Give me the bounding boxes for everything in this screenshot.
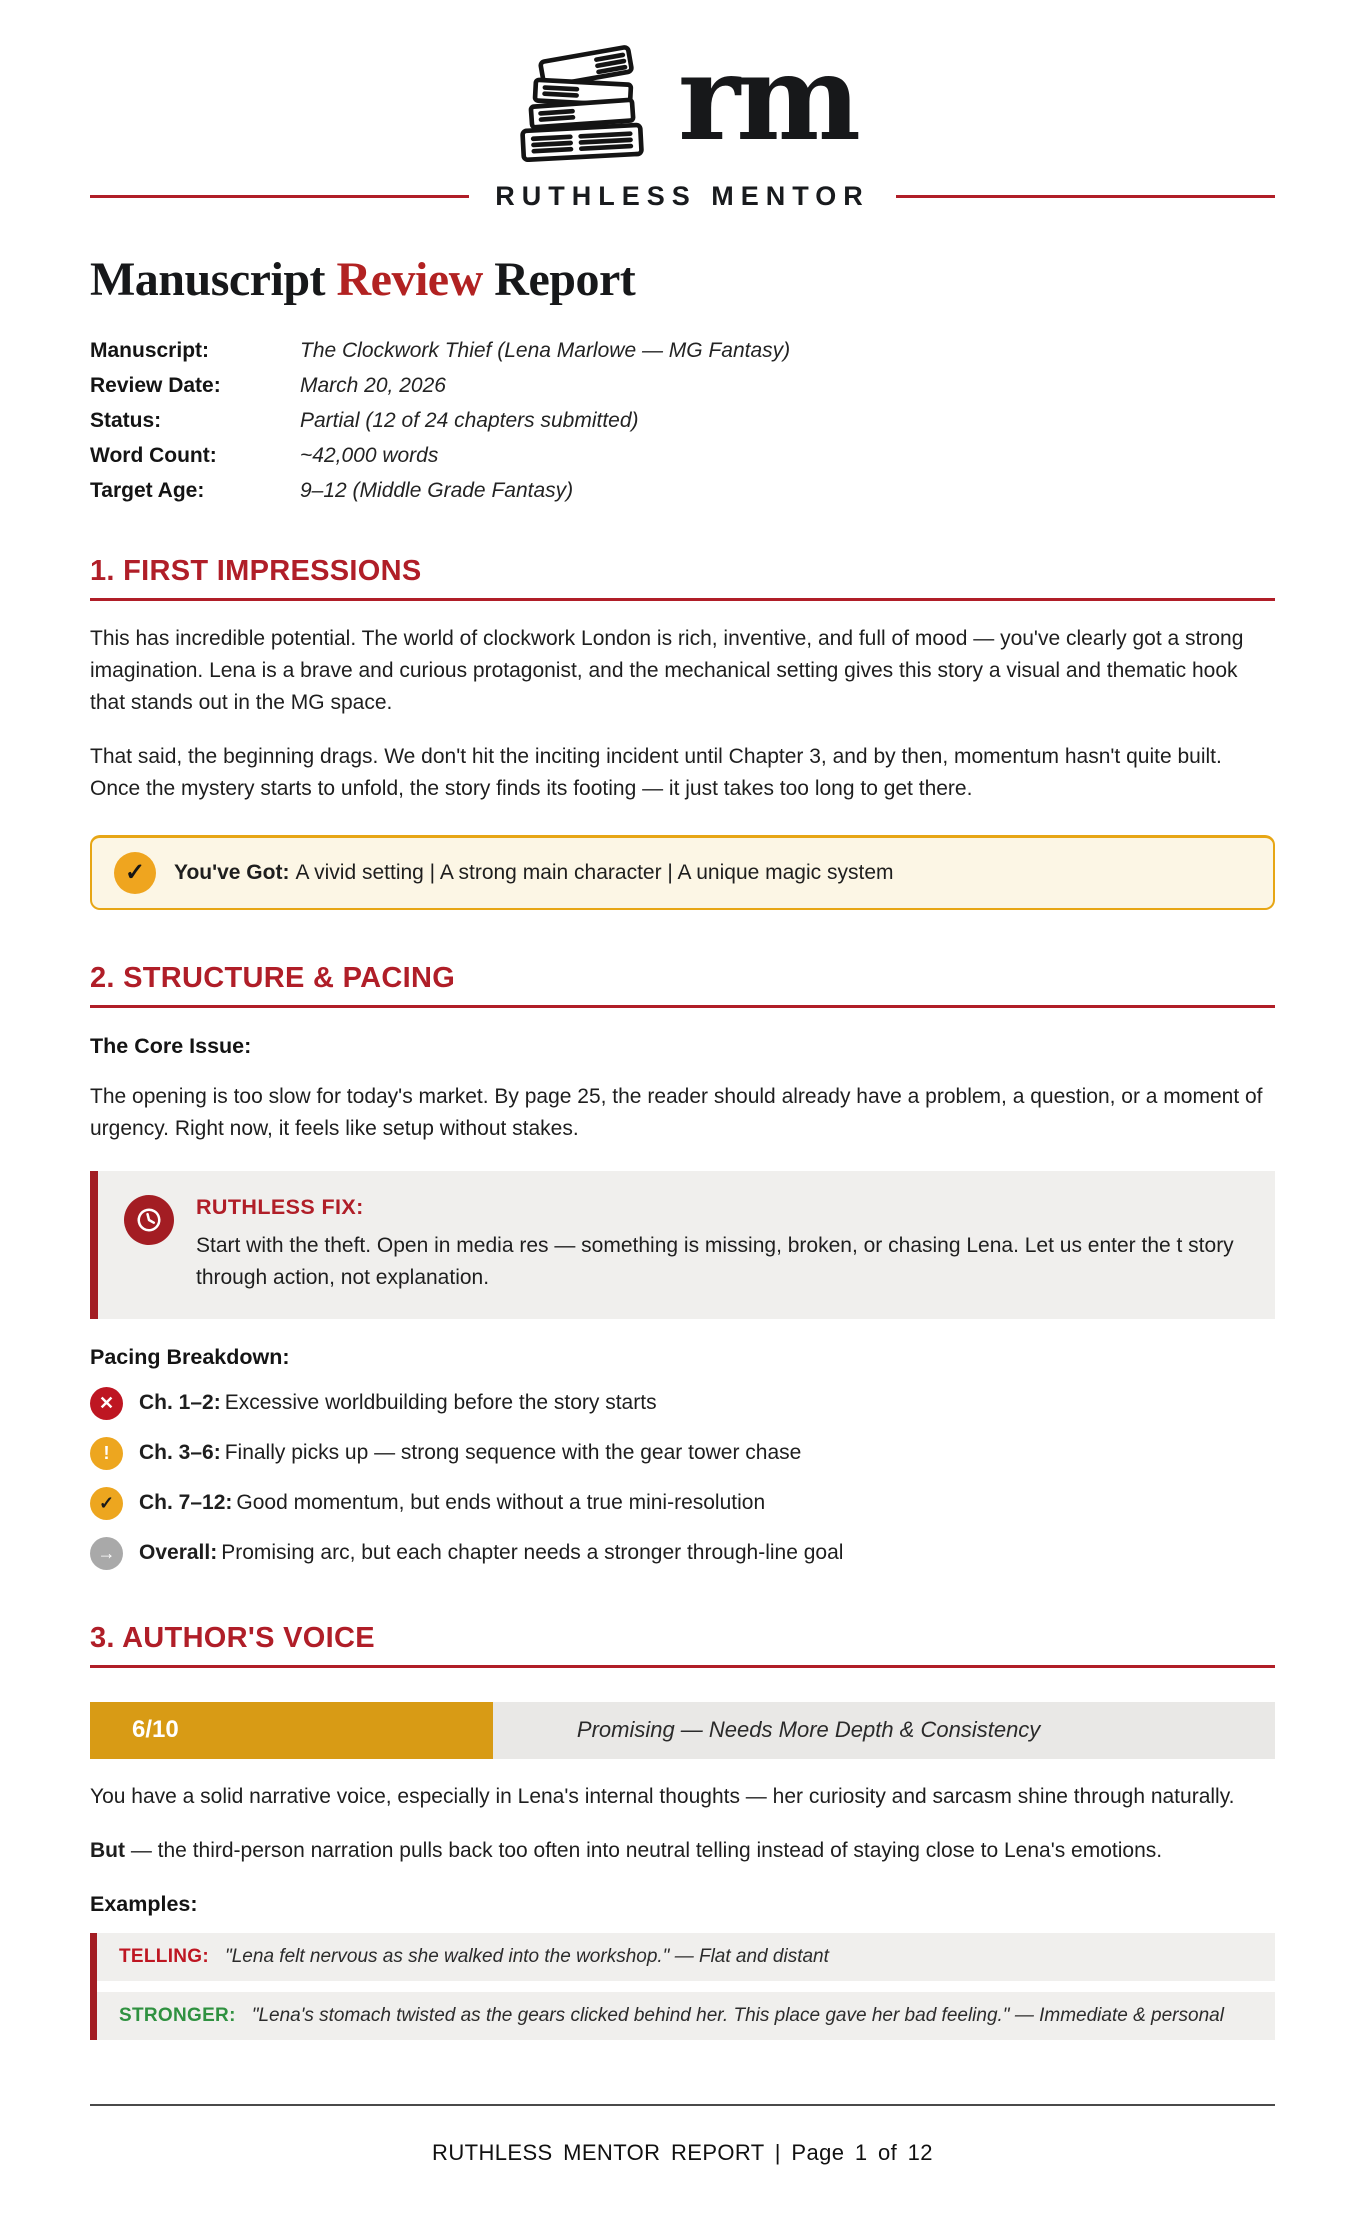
brand-banner [90,181,1275,212]
pacing-item-note: Excessive worldbuilding before the story starts [224,1391,657,1415]
metadata-row-target-age [90,479,1275,503]
pacing-item [90,1437,1275,1470]
voice-paragraph-1: You have a solid narrative voice, especially in Lena's internal thoughts — her curiosity and sarcasm shine through naturally. [90,1784,1235,1808]
title-highlight: Review [336,253,483,306]
metadata-value: The Clockwork Thief (Lena Marlowe — MG Fantasy) [300,339,791,363]
metadata-row-review-date [90,374,1275,398]
metadata-row-word-count [90,444,1275,468]
pacing-item [90,1487,1275,1520]
books-stack-icon [508,40,658,167]
metadata-value: 9–12 (Middle Grade Fantasy) [300,479,574,503]
voice-but-rest: — the third-person narration pulls back too often into neutral telling instead of staying close to Lena's emotions. [130,1838,1163,1862]
core-issue-label: The Core Issue: [90,1033,252,1058]
core-issue-text: The opening is too slow for today's market. By page 25, the reader should already have a problem, a question, or a moment of urgency. Right now, it feels like setup without stakes. [90,1084,1263,1140]
metadata-value: ~42,000 words [300,444,439,468]
pacing-item [90,1387,1275,1420]
pacing-breakdown-label: Pacing Breakdown: [90,1344,290,1369]
telling-label: TELLING: [119,1946,209,1968]
metadata-value: Partial (12 of 24 chapters submitted) [300,409,639,433]
title-part-post: Report [482,253,636,306]
pacing-item-label: Ch. 1–2: [139,1391,221,1415]
score-value: 6/10 [90,1702,493,1759]
page-title [90,252,1275,307]
metadata-list [90,339,1275,503]
metadata-row-status [90,409,1275,433]
first-impressions-paragraph-2: That said, the beginning drags. We don't hit the inciting incident until Chapter 3, and by then, momentum hasn't quite built. Once the mystery starts to unfold, the story finds its footing — it just takes too long to get there. [90,744,1222,800]
x-circle-icon: ✕ [90,1387,123,1420]
strengths-text [174,861,894,885]
pacing-item-note: Finally picks up — strong sequence with the gear tower chase [224,1441,802,1465]
fix-label: RUTHLESS FIX: [196,1194,364,1219]
brand-name: RUTHLESS MENTOR [495,181,870,211]
pacing-item-text [139,1391,657,1415]
section-heading-authors-voice: 3. AUTHOR'S VOICE [90,1622,1275,1668]
metadata-label: Review Date: [90,374,221,398]
ruthless-fix-callout [90,1171,1275,1319]
section-heading-first-impressions: 1. FIRST IMPRESSIONS [90,555,1275,601]
pacing-item-label: Overall: [139,1541,218,1565]
metadata-label: Word Count: [90,444,217,468]
fix-body [196,1195,1249,1295]
brand-rule-left [90,195,469,198]
voice-score-bar [90,1702,1275,1759]
section-structure-pacing [90,962,1275,1570]
metadata-value: March 20, 2026 [300,374,446,398]
brand-rule-right [896,195,1275,198]
report-footer [90,2104,1275,2166]
examples-block [90,1933,1275,2040]
examples-label: Examples: [90,1892,198,1917]
stronger-label: STRONGER: [119,2005,236,2027]
stronger-text: "Lena's stomach twisted as the gears clicked behind her. This place gave her bad feeling." — Immediate & personal [251,2005,1224,2027]
voice-but-lead: But [90,1838,131,1862]
logo-monogram: rm [677,27,858,167]
pacing-item-text [139,1491,765,1515]
report-header [90,27,1275,167]
pacing-item-note: Promising arc, but each chapter needs a stronger through-line goal [221,1541,844,1565]
title-part-pre: Manuscript [90,253,337,306]
pacing-item-note: Good momentum, but ends without a true mini-resolution [236,1491,766,1515]
pacing-item-text [139,1541,843,1565]
first-impressions-paragraph-1: This has incredible potential. The world of clockwork London is rich, inventive, and full of mood — you've clearly got a strong imagination. Lena is a brave and curious protagonist, and the mechanical setting gives this story a visual and thematic hook that stands out in the MG space. [90,627,1244,714]
footer-text: RUTHLESS MENTOR REPORT | Page 1 of 12 [432,2140,933,2166]
pacing-item [90,1537,1275,1570]
section-first-impressions [90,555,1275,910]
metadata-row-manuscript [90,339,1275,363]
warning-circle-icon: ! [90,1437,123,1470]
example-row-telling [97,1933,1275,1981]
metadata-label: Status: [90,409,162,433]
telling-text: "Lena felt nervous as she walked into the workshop." — Flat and distant [225,1946,829,1968]
section-authors-voice [90,1622,1275,2041]
pacing-breakdown-list [90,1387,1275,1570]
metadata-label: Target Age: [90,479,205,503]
metadata-label: Manuscript: [90,339,210,363]
arrow-circle-icon: → [90,1537,123,1570]
pacing-item-label: Ch. 7–12: [139,1491,233,1515]
check-circle-icon: ✓ [114,852,156,894]
check-circle-icon: ✓ [90,1487,123,1520]
strengths-value: A vivid setting | A strong main character | A unique magic system [295,860,894,884]
pacing-item-text [139,1441,801,1465]
strengths-label: You've Got: [174,860,290,884]
score-description: Promising — Needs More Depth & Consistency [493,1702,1275,1759]
pacing-item-label: Ch. 3–6: [139,1441,221,1465]
voice-paragraph-2 [90,1835,1275,1867]
strengths-callout [90,835,1275,910]
example-row-stronger [97,1992,1275,2040]
section-heading-structure-pacing: 2. STRUCTURE & PACING [90,962,1275,1008]
fix-text: Start with the theft. Open in media res — something is missing, broken, or chasing Lena. Let us enter the t story through action, not explanation. [196,1233,1234,1290]
clock-icon [119,1189,180,1250]
